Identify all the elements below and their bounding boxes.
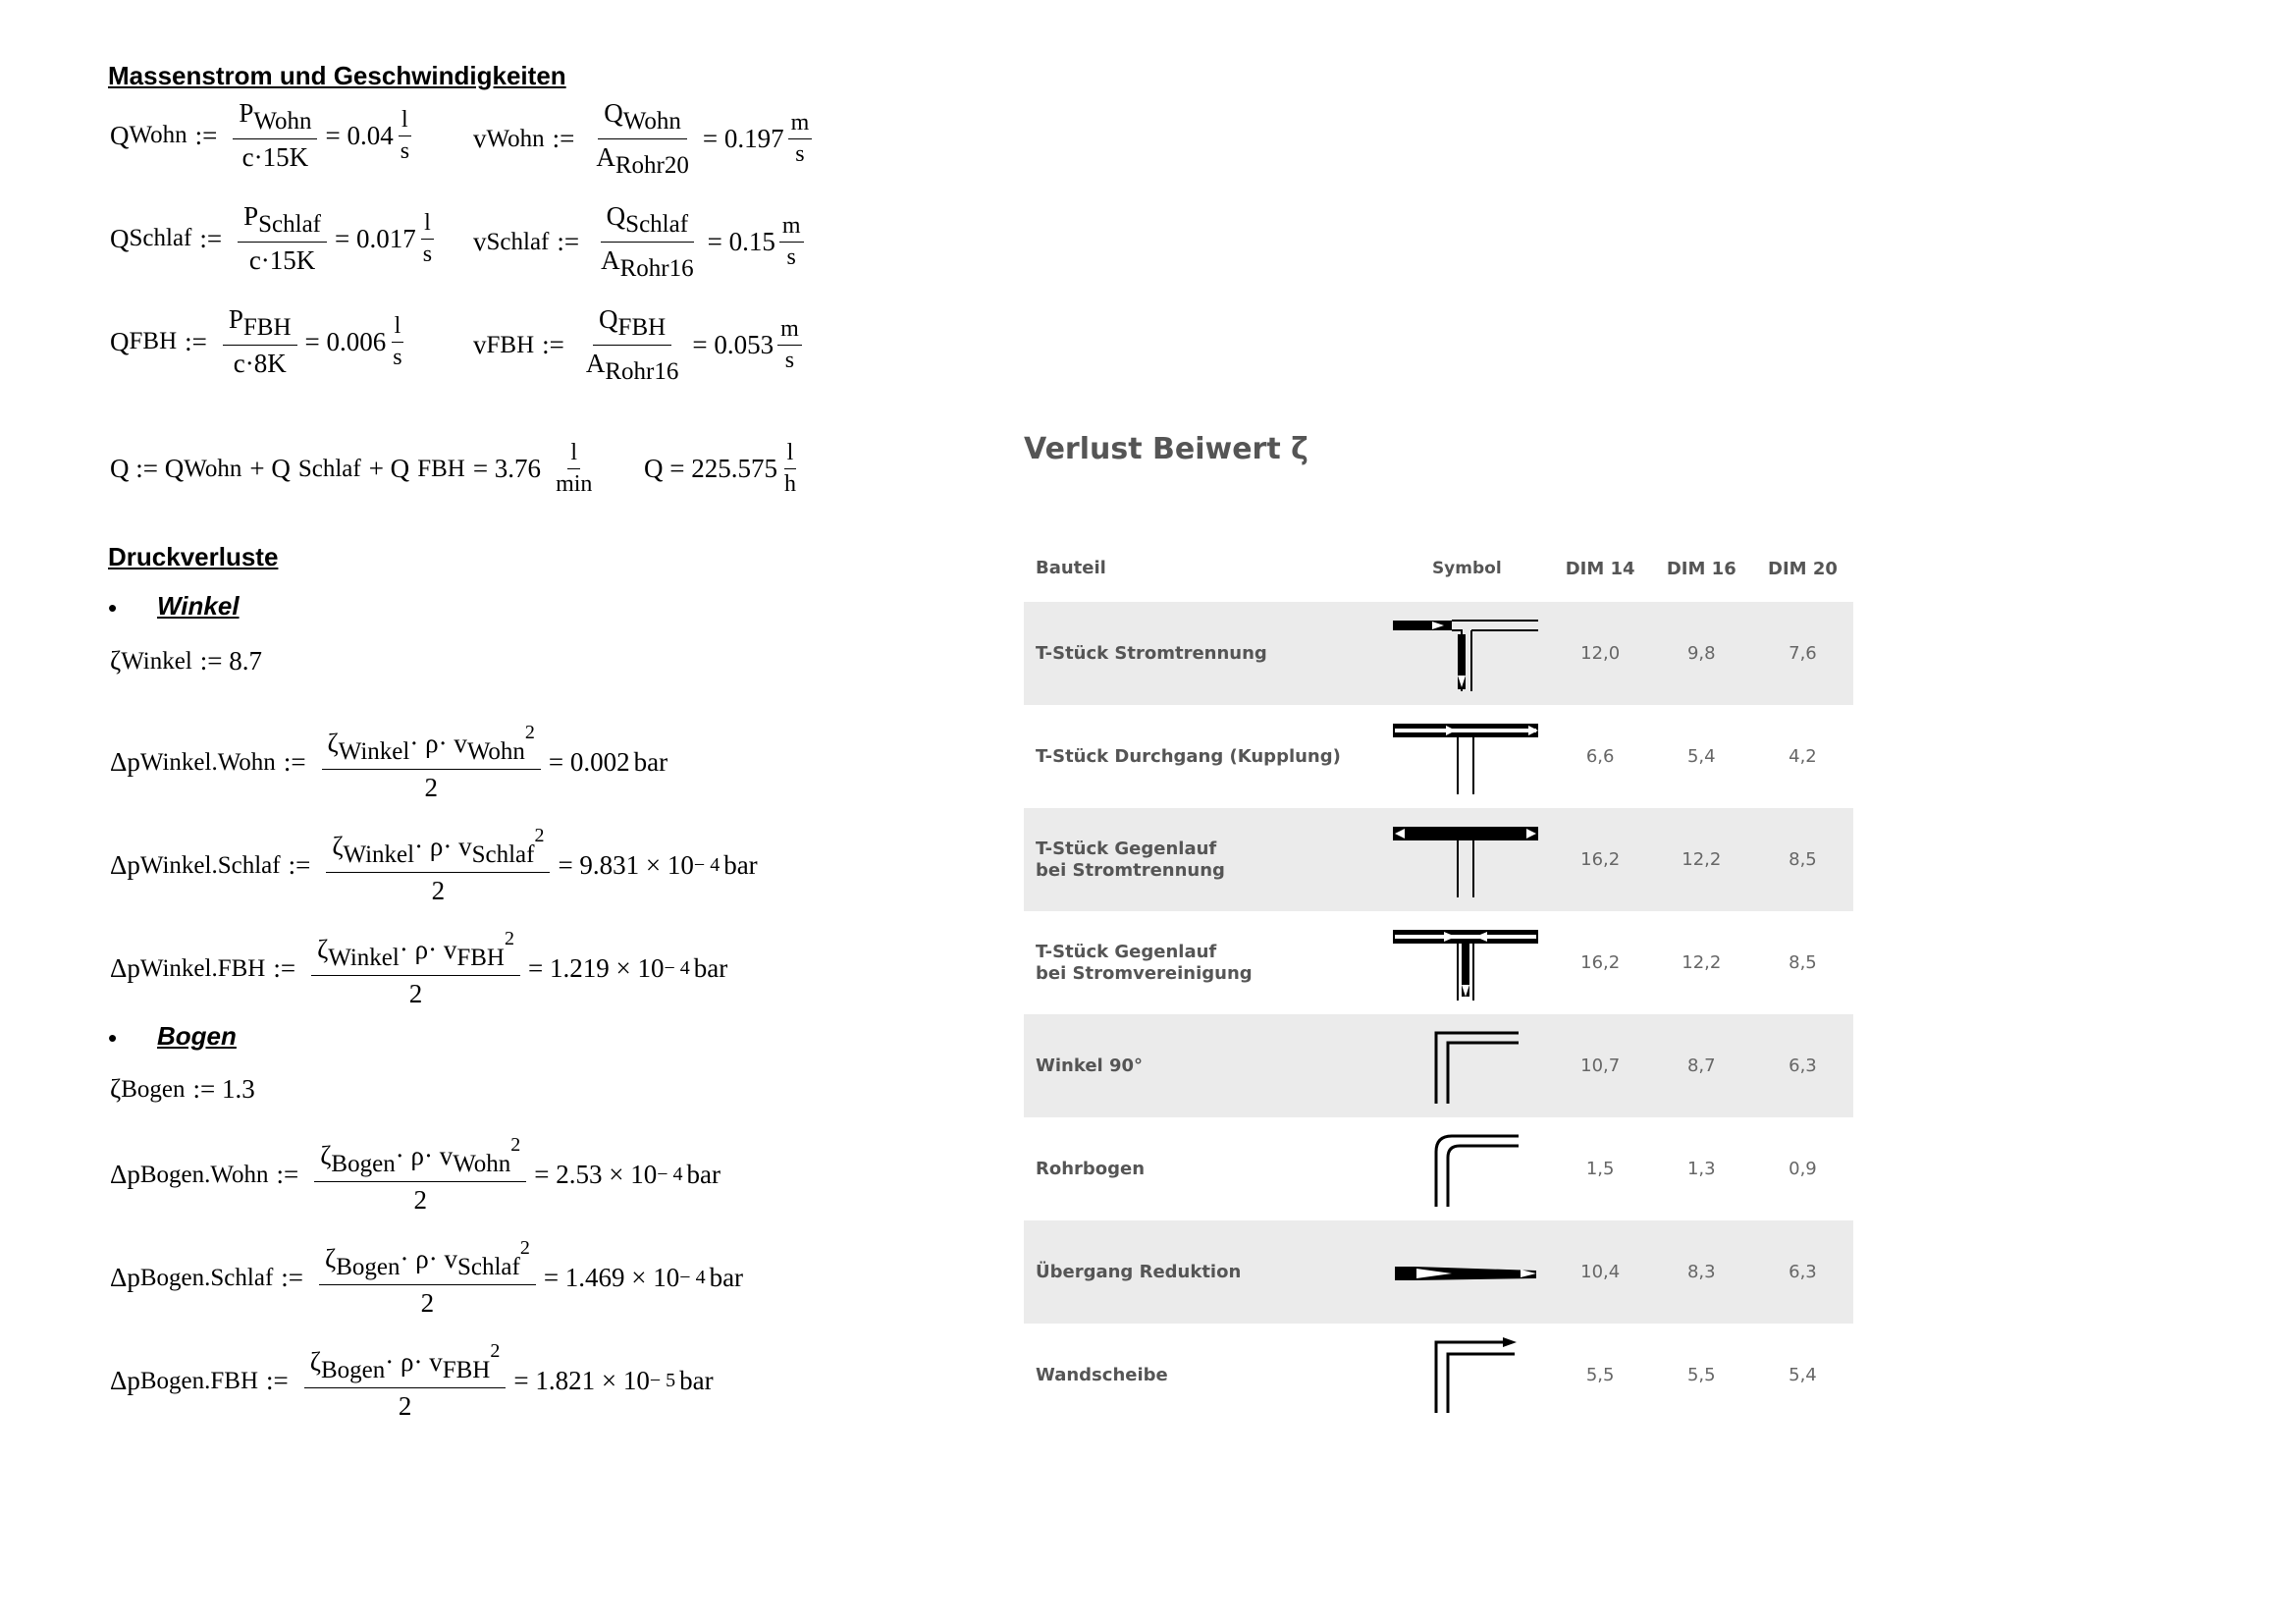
elbow-90-icon xyxy=(1384,1014,1550,1117)
table-row xyxy=(1024,808,1853,911)
velocity-equation: v Schlaf := $\frac{Q_{Schlaf}}{A_{Rohr16}}$ = 0.15 $\frac{m}{s}$ xyxy=(473,201,804,283)
header-dim16: DIM 16 xyxy=(1666,558,1736,579)
table-row xyxy=(1024,911,1853,1014)
subheading-winkel: Winkel xyxy=(157,591,240,621)
cell-dim16: 5,5 xyxy=(1686,1365,1716,1385)
pressure-loss-equation: Δp Bogen.Schlaf := $\frac{\zeta_{Bogen}\cdot \rho\cdot v_{Schlaf}^2}{2}$ = 1.469 × 10 − 4 bar xyxy=(110,1237,744,1318)
cell-dim16: 12,2 xyxy=(1682,952,1722,973)
wall-plate-icon xyxy=(1384,1324,1550,1427)
q-per-hour: Q = 225.575 $\frac{l}{h}$ xyxy=(644,440,796,497)
cell-dim20: 4,2 xyxy=(1789,746,1817,767)
table-title: Verlust Beiwert ζ xyxy=(1024,432,1308,466)
velocity-equation: v FBH := $\frac{Q_{FBH}}{A_{Rohr16}}$ = 0.053 $\frac{m}{s}$ xyxy=(473,304,802,386)
pressure-loss-equation: Δp Winkel.Schlaf := $\frac{\zeta_{Winkel}\cdot \rho\cdot v_{Schlaf}^2}{2}$ = 9.831 × 10 − 4 bar xyxy=(110,825,758,905)
zeta-winkel: ζ Winkel := 8.7 xyxy=(110,646,263,676)
table-row xyxy=(1024,1014,1853,1117)
cell-dim14: 10,4 xyxy=(1580,1262,1621,1282)
table-row xyxy=(1024,602,1853,705)
table-row xyxy=(1024,1220,1853,1324)
cell-dim20: 0,9 xyxy=(1789,1159,1817,1179)
cell-dim20: 8,5 xyxy=(1789,952,1817,973)
subheading-bogen: Bogen xyxy=(157,1021,237,1051)
cell-dim14: 6,6 xyxy=(1585,746,1615,767)
pressure-loss-equation: Δp Winkel.Wohn := $\frac{\zeta_{Winkel}\cdot \rho\cdot v_{Wohn}^2}{2}$ = 0.002 bar xyxy=(110,722,668,802)
flow-equation: Q Schlaf := $\frac{P_{Schlaf}}{c\cdot 15K}$ = 0.017 $\frac{l}{s}$ xyxy=(110,201,433,275)
reducer-icon xyxy=(1384,1220,1550,1324)
heading-massenstrom: Massenstrom und Geschwindigkeiten xyxy=(108,61,566,90)
zeta-bogen: ζ Bogen := 1.3 xyxy=(110,1074,255,1104)
q-sum-equation: Q := Q Wohn + Q Schlaf + Q FBH = 3.76 $\frac{l}{\min}$ xyxy=(110,440,593,497)
table-row xyxy=(1024,1324,1853,1427)
cell-bauteil: Winkel 90° xyxy=(1036,1055,1144,1076)
pressure-loss-equation: Δp Winkel.FBH := $\frac{\zeta_{Winkel}\cdot \rho\cdot v_{FBH}^2}{2}$ = 1.219 × 10 − 4 bar xyxy=(110,928,728,1008)
cell-bauteil: T-Stück Gegenlauf bei Stromtrennung xyxy=(1036,838,1225,881)
tee-counter-merge-icon xyxy=(1384,911,1550,1014)
cell-dim16: 8,3 xyxy=(1686,1262,1716,1282)
cell-dim20: 5,4 xyxy=(1789,1365,1817,1385)
tee-through-icon xyxy=(1384,705,1550,808)
header-bauteil: Bauteil xyxy=(1036,558,1106,578)
cell-dim14: 1,5 xyxy=(1585,1159,1615,1179)
cell-dim16: 1,3 xyxy=(1686,1159,1716,1179)
cell-dim20: 6,3 xyxy=(1789,1056,1817,1076)
heading-druckverluste: Druckverluste xyxy=(108,542,279,571)
cell-dim16: 9,8 xyxy=(1686,643,1716,664)
zeta-table xyxy=(1024,535,1853,1427)
cell-dim20: 7,6 xyxy=(1789,643,1817,664)
cell-dim16: 8,7 xyxy=(1686,1056,1716,1076)
cell-bauteil: T-Stück Gegenlauf bei Stromvereinigung xyxy=(1036,941,1253,984)
pressure-loss-equation: Δp Bogen.Wohn := $\frac{\zeta_{Bogen}\cdot \rho\cdot v_{Wohn}^2}{2}$ = 2.53 × 10 − 4 bar xyxy=(110,1134,721,1215)
cell-dim14: 5,5 xyxy=(1585,1365,1615,1385)
bullet: • xyxy=(108,593,118,623)
cell-dim16: 5,4 xyxy=(1686,746,1716,767)
cell-dim14: 16,2 xyxy=(1580,849,1621,870)
pipe-bend-icon xyxy=(1384,1117,1550,1220)
cell-dim20: 8,5 xyxy=(1789,849,1817,870)
velocity-equation: v Wohn := $\frac{Q_{Wohn}}{A_{Rohr20}}$ = 0.197 $\frac{m}{s}$ xyxy=(473,98,812,180)
table-row xyxy=(1024,705,1853,808)
tee-counter-split-icon xyxy=(1384,808,1550,911)
cell-bauteil: Rohrbogen xyxy=(1036,1158,1146,1179)
cell-bauteil: Übergang Reduktion xyxy=(1036,1261,1242,1282)
flow-equation: Q FBH := $\frac{P_{FBH}}{c\cdot 8K}$ = 0.006 $\frac{l}{s}$ xyxy=(110,304,402,378)
tee-split-icon xyxy=(1384,602,1550,705)
header-symbol: Symbol xyxy=(1431,559,1502,578)
cell-bauteil: T-Stück Durchgang (Kupplung) xyxy=(1036,745,1341,767)
pressure-loss-equation: Δp Bogen.FBH := $\frac{\zeta_{Bogen}\cdot \rho\cdot v_{FBH}^2}{2}$ = 1.821 × 10 − 5 bar xyxy=(110,1340,714,1421)
header-dim14: DIM 14 xyxy=(1565,558,1635,579)
cell-dim14: 16,2 xyxy=(1580,952,1621,973)
header-dim20: DIM 20 xyxy=(1768,558,1838,579)
cell-bauteil: Wandscheibe xyxy=(1036,1364,1168,1385)
cell-dim20: 6,3 xyxy=(1789,1262,1817,1282)
cell-dim14: 12,0 xyxy=(1580,643,1621,664)
table-header xyxy=(1024,535,1853,602)
table-row xyxy=(1024,1117,1853,1220)
bullet: • xyxy=(108,1023,118,1053)
flow-equation: Q Wohn := $\frac{P_{Wohn}}{c\cdot 15K}$ = 0.04 $\frac{l}{s}$ xyxy=(110,98,410,172)
cell-bauteil: T-Stück Stromtrennung xyxy=(1036,642,1267,664)
cell-dim14: 10,7 xyxy=(1580,1056,1621,1076)
cell-dim16: 12,2 xyxy=(1682,849,1722,870)
